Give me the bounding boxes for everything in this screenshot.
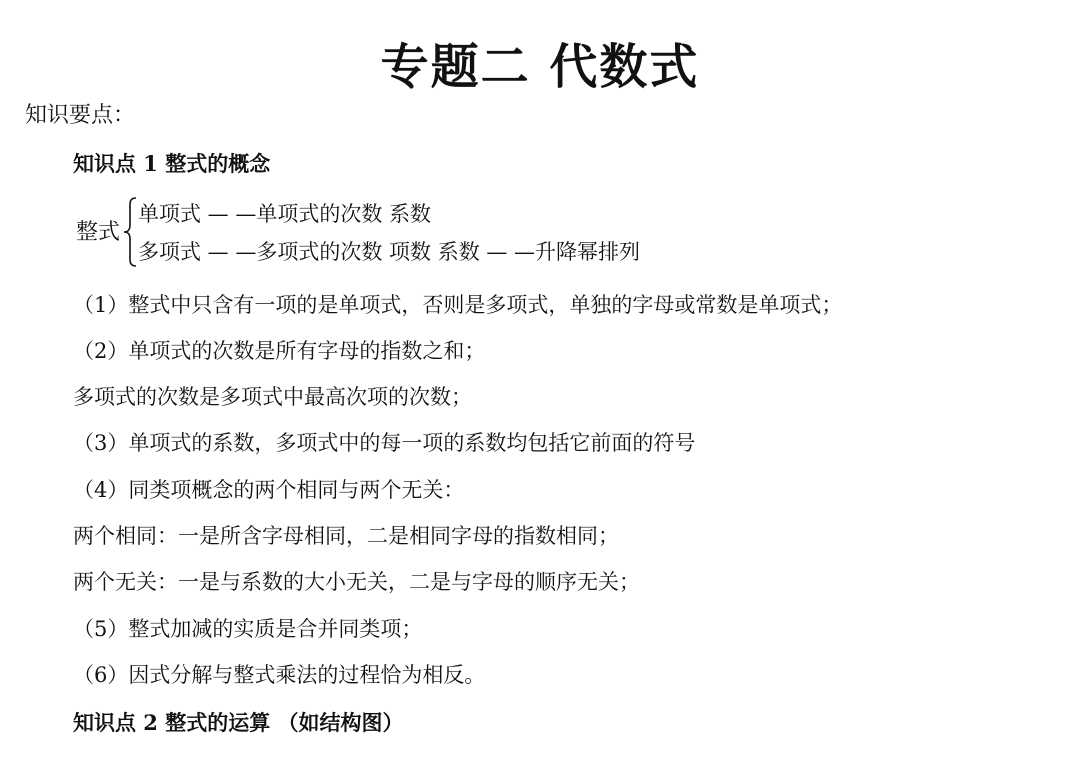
diagram-root-label: 整式 [76,220,121,245]
left-brace-icon [123,197,137,267]
text-line: （1）整式中只含有一项的是单项式，否则是多项式，单独的字母或常数是单项式； [73,293,843,317]
knowledge-point-2-heading: 知识点 2 整式的运算 （如结构图） [73,710,404,735]
knowledge-point-1-heading: 知识点 1 整式的概念 [73,151,271,176]
diagram-branch-polynomial: 多项式 — —多项式的次数 项数 系数 — —升降幂排列 [138,240,641,264]
text-line: （4）同类项概念的两个相同与两个无关： [73,478,465,502]
text-line: （2）单项式的次数是所有字母的指数之和； [73,339,486,363]
section-label: 知识要点： [25,103,136,128]
document-title: 专题二 代数式 [380,39,700,95]
text-line: 两个相同：一是所含字母相同，二是相同字母的指数相同； [73,524,619,548]
diagram-branch-monomial: 单项式 — —单项式的次数 系数 [138,202,432,226]
text-line: 多项式的次数是多项式中最高次项的次数； [73,385,472,409]
text-line: 两个无关：一是与系数的大小无关，二是与字母的顺序无关； [73,570,640,594]
text-line: （3）单项式的系数，多项式中的每一项的系数均包括它前面的符号 [73,431,696,455]
text-line: （5）整式加减的实质是合并同类项； [73,617,423,641]
text-line: （6）因式分解与整式乘法的过程恰为相反。 [73,663,486,687]
